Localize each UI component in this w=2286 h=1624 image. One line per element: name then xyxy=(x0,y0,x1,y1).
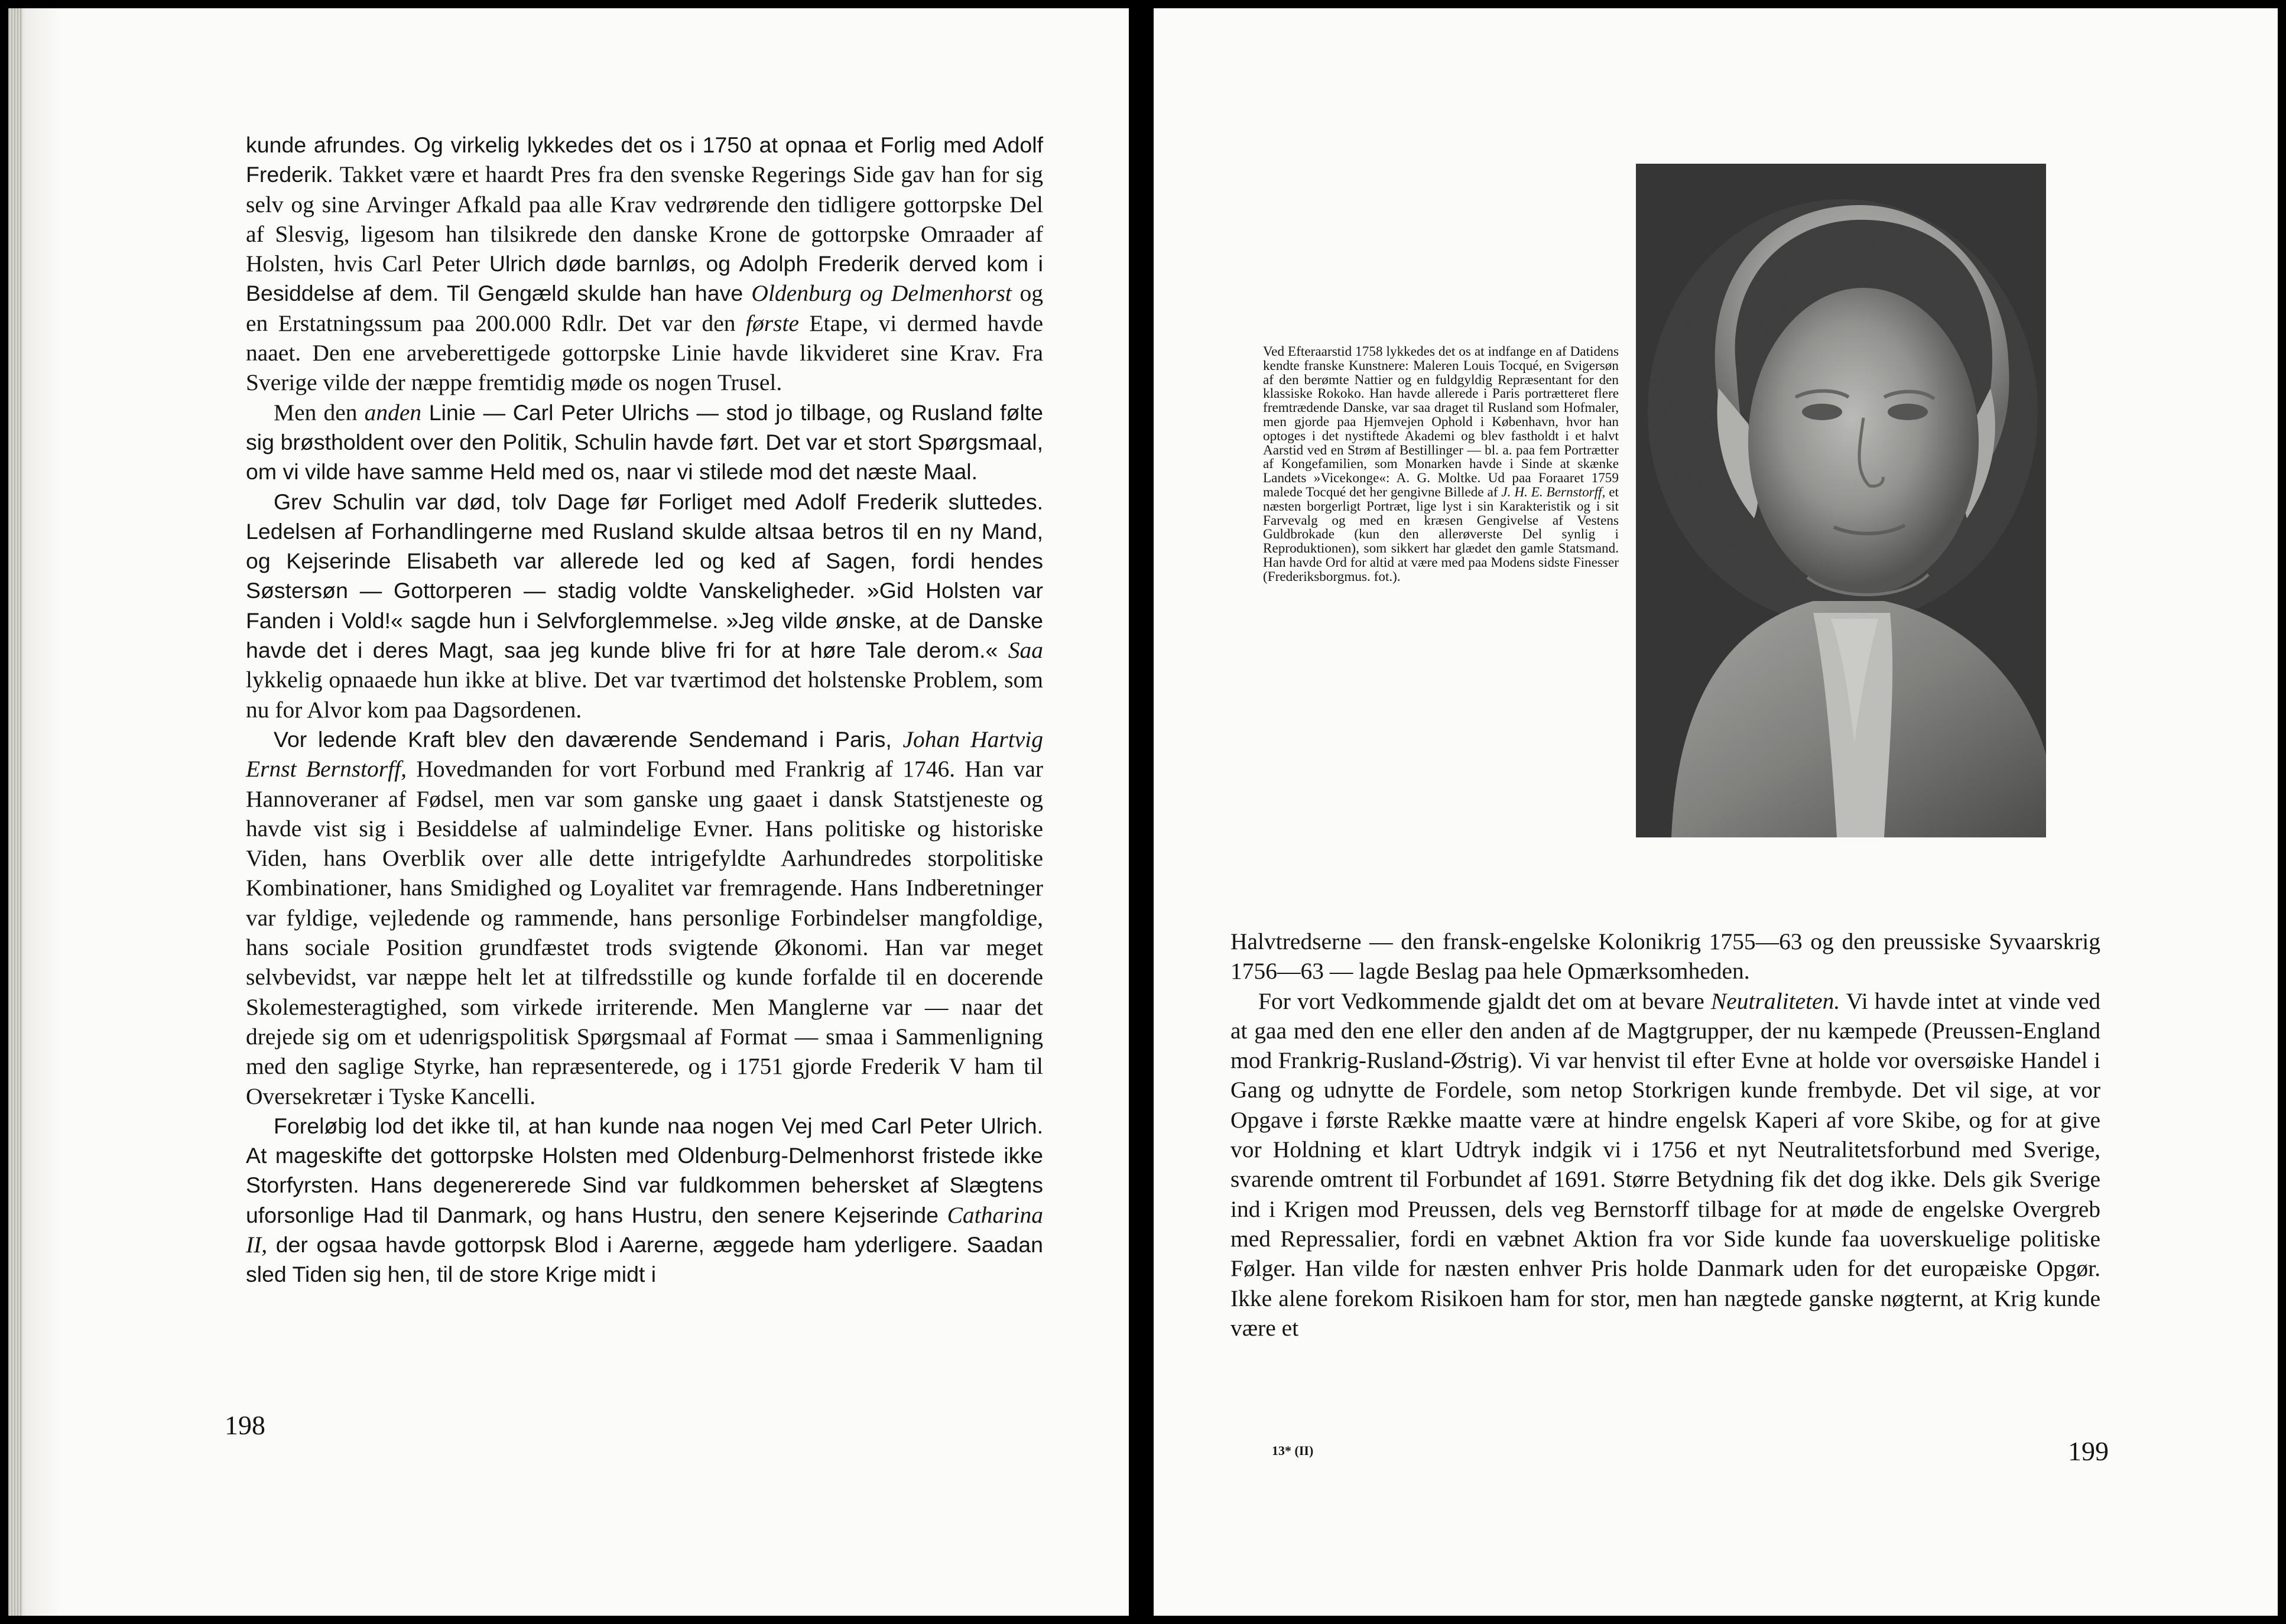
signature-mark: 13* (II) xyxy=(1272,1443,1314,1458)
page-number-right: 199 xyxy=(2068,1436,2109,1466)
text-run: et næsten borgerligt Portræt, lige lyst i sin Karakteristik og i sit Farvevalg og med en kræsen Gengivelse af Vestens Guldbrokade (kun den allerøverste Del synlig i Reproduktionen), som sikkert har glædet den gamle Statsmand. Han havde Ord for altid at være med paa Modens sidste Finesser (Frederiksborgmus. fot.). xyxy=(1263,484,1619,584)
text-run: og en Erstatningssum paa 200.000 Rdlr. Det var den xyxy=(246,280,1044,336)
text-run: Halvtredserne — den fransk-engelske Kolonikrig 1755—63 og den preussiske Syvaarskrig 1756—63 — lagde Beslag paa hele Opmærksomheden. xyxy=(1230,928,2100,985)
paragraph xyxy=(246,398,1043,487)
text-run: Hovedmanden for vort Forbund med Frankrig af 1746. Han var Hannoveraner af Fødsel, men var som ganske ung gaaet i dansk Statstjeneste og havde vist sig i Besiddelse af ualmindelige Evner. Hans politiske og historiske Viden, hans Overblik over alle dette intrigefyldte Aarhundredes storpolitiske Kombinationer, hans Smidighed og Loyalitet var fremragende. Hans Indberetninger var fyldige, vejledende og rammende, hans personlige Forbindelser mangfoldige, hans sociale Position grundfæstet trods svigtende Økonomi. Han var meget selvbevidst, var næppe helt let at tilfredsstille og kunde forfalde til en docerende Skolemesteragtighed, som virkede irriterende. Men Manglerne var — naar det drejede sig om et udenrigspolitisk Spørgsmaal af Format — smaa i Sammenligning med den saglige Styrke, han repræsenterede, og i 1751 gjorde Frederik V ham til Oversekretær i Tyske Kancelli. xyxy=(246,756,1043,1109)
right-page-content xyxy=(1154,8,2278,1616)
text-run: kunde afrundes. Og virkelig lykkedes det os i 1750 at opnaa et Forlig med Adolf Frederik. xyxy=(246,132,1043,187)
text-run: Vi havde intet at vinde ved at gaa med den ene eller den anden af de Magtgrupper, der nu kæmpede (Preussen-England mod Frankrig-Rusland-Østrig). Vi var henvist til efter Evne at holde vor oversøiske Handel i Gang og udnytte de Fordele, som netop Storkrigen kunde frembyde. Det vil sige, at vor Opgave i første Række maatte være at hindre engelsk Kaperi af vore Skibe, og for at give vor Holdning et klart Udtryk indgik vi i 1756 et nyt Neutralitetsforbund med Sverige, svarende omtrent til Forbundet af 1691. Større Betydning fik det dog ikke. Dels gik Sverige ind i Krigen mod Preussen, dels veg Bernstorff tilbage for at møde de engelske Overgreb med Repressalier, fordi en væbnet Aktion fra vor Side kunde faa uoverskuelige politiske Følger. Han vilde for næsten enhver Pris holde Danmark uden for det europæiske Opgør. Ikke alene forekom Risikoen ham for stor, men han nægtede ganske nøgternt, at Krig kunde være et xyxy=(1230,988,2100,1341)
right-page-body-text xyxy=(1230,927,2100,1343)
emphasis-text: Oldenburg og Delmenhorst xyxy=(751,280,1012,307)
left-page-body-text xyxy=(246,130,1043,1290)
text-run: For vort Vedkommende gjaldt det om at bevare xyxy=(1258,988,1711,1014)
portrait-illustration xyxy=(1636,164,2046,837)
portrait-caption xyxy=(1263,345,1619,584)
emphasis-text: Saa xyxy=(1008,637,1043,664)
text-run: Etape, vi dermed havde naaet. Den ene arveberettigede gottorpske Linie havde likvideret sine Krav. Fra Sverige vilde der næppe fremtidig møde os nogen Trusel. xyxy=(246,310,1043,396)
text-run: Takket være et haardt Pres fra den svenske Regerings Side gav han for sig selv og sine Arvinger Afkald paa alle Krav vedrørende den tidligere gottorpske Del af Slesvig, ligesom han tilsikrede den danske Krone de gottorpske Omraader af Holsten, hvis Carl Peter xyxy=(246,161,1043,277)
book-gutter xyxy=(1129,8,1154,1616)
text-run: Ulrich døde barnløs, og Adolph Frederik derved kom i Besiddelse af dem. Til Gengæld skulde han have xyxy=(246,251,1043,306)
book-binding-edge xyxy=(8,8,22,1616)
text-run: Linie — Carl Peter Ulrichs — stod jo tilbage, og Rusland følte sig brøstholdent over den Politik, Schulin havde ført. Det var et stort Spørgsmaal, om vi vilde have samme Held med os, naar vi stilede mod det næste Maal. xyxy=(246,399,1043,485)
text-run: Foreløbig lod det ikke til, at han kunde naa nogen Vej med Carl Peter Ulrich. At mageskifte det gottorpske Holsten med Oldenburg-Delmenhorst fristede ikke Storfyrsten. Hans degenererede Sind var fuldkommen behersket af Slægtens uforsonlige Had til Danmark, og hans Hustru, den senere Kejserinde xyxy=(246,1113,1043,1227)
emphasis-text: første xyxy=(745,310,799,336)
page-number-left: 198 xyxy=(225,1410,265,1440)
paragraph xyxy=(246,1111,1043,1290)
text-run: Ved Efteraarstid 1758 lykkedes det os at indfange en af Datidens kendte franske Kunstnere: Maleren Louis Tocqué, en Svigersøn af den berømte Nattier og en fuldgyldig Repræsentant for den klassiske Rokoko. Han havde allerede i Paris portrætteret flere fremtrædende Danske, var saa draget til Rusland som Hofmaler, men gjorde paa Hjemvejen Ophold i København, hvor han optoges i det nystiftede Akademi og blev fastholdt i et halvt Aarstid ved en Strøm af Bestillinger — bl. a. paa fem Portrætter af Kongefamilien, som Monarken havde i Sinde at skænke Landets »Vicekonge«: A. G. Moltke. Ud paa Foraaret 1759 malede Tocqué det her gengivne Billede af xyxy=(1263,344,1619,500)
emphasis-text: Catharina II, xyxy=(246,1201,1043,1258)
emphasis-text: anden xyxy=(364,399,422,426)
paragraph xyxy=(246,725,1043,1111)
paragraph xyxy=(1230,927,2100,986)
text-run: der ogsaa havde gottorpsk Blod i Aarerne, æggede ham yderligere. Saadan sled Tiden sig hen, til de store Krige midt i xyxy=(246,1232,1043,1287)
text-run: lykkelig opnaaede hun ikke at blive. Det var tværtimod det holstenske Problem, som nu for Alvor kom paa Dagsordenen. xyxy=(246,667,1043,723)
paragraph xyxy=(246,130,1043,398)
emphasis-text: Johan Hartvig Ernst Bernstorff, xyxy=(246,726,1043,782)
portrait-of-man-in-wig-image xyxy=(1636,164,2046,837)
text-run: Vor ledende Kraft blev den daværende Sendemand i Paris, xyxy=(274,726,903,752)
paragraph xyxy=(246,487,1043,725)
text-run: Men den xyxy=(274,399,365,426)
text-run: Grev Schulin var død, tolv Dage før Forliget med Adolf Frederik sluttedes. Ledelsen af Forhandlingerne med Rusland skulde altsaa betros til en ny Mand, og Kejserinde Elisabeth var allerede led og ked af Sagen, fordi hendes Søstersøn — Gottorperen — stadig voldte Vanskeligheder. »Gid Holsten var Fanden i Vold!« sagde hun i Selvforglemmelse. »Jeg vilde ønske, at de Danske havde det i deres Magt, saa jeg kunde blive fri for at høre Tale derom.« xyxy=(246,489,1043,663)
emphasis-text: J. H. E. Bernstorff, xyxy=(1501,484,1606,500)
emphasis-text: Neutraliteten. xyxy=(1710,988,1840,1014)
paragraph xyxy=(1230,986,2100,1343)
